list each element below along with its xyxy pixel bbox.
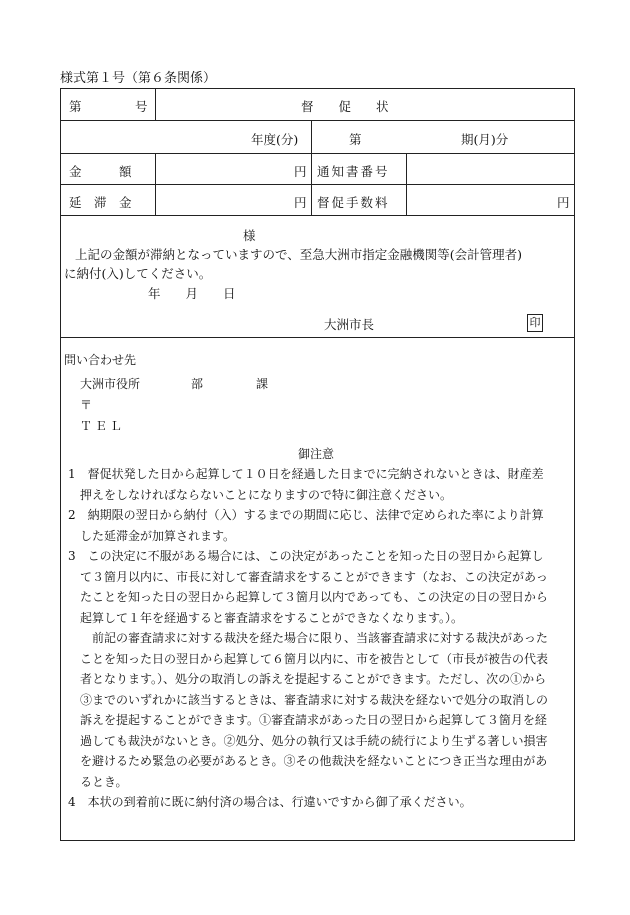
note-line: を避けるため緊急の必要があるとき。③その他裁決を経ないことにつき正当な理由があ bbox=[68, 754, 548, 768]
issuer-name: 大洲市長 bbox=[324, 317, 375, 332]
addressee-suffix: 様 bbox=[243, 228, 256, 243]
note-line: 過しても裁決がないとき。②処分、処分の執行又は手続の続行により生ずる著しい損害 bbox=[68, 733, 548, 748]
header-row bbox=[61, 89, 574, 121]
note-line: たことを知った日の翌日から起算して３箇月以内であっても、この決定の日の翌日から bbox=[68, 590, 548, 604]
late-fee-row bbox=[61, 185, 574, 216]
number-suffix: 号 bbox=[135, 99, 148, 114]
note-line: 者となります。）、処分の取消しの訴えを提起することができます。ただし、次の①から bbox=[68, 672, 547, 686]
notice-text-line2: に納付(入)してください。 bbox=[64, 266, 212, 281]
amount-row bbox=[61, 154, 574, 185]
notes-heading: 御注意 bbox=[298, 447, 335, 461]
note-line: 1 督促状発した日から起算して１０日を経過した日までに完納されないときは、財産差 bbox=[68, 467, 544, 481]
note-line: て３箇月以内に、市長に対して審査請求をすることができます（なお、この決定があっ bbox=[68, 569, 548, 584]
demand-notice-form bbox=[60, 88, 575, 841]
notes-list bbox=[68, 464, 570, 813]
amount-unit: 円 bbox=[294, 164, 307, 179]
amount-label: 金 額 bbox=[69, 164, 132, 179]
note-line: 押えをしなければならないことになりますので特に御注意ください。 bbox=[68, 487, 453, 502]
reminder-fee-unit: 円 bbox=[557, 195, 570, 210]
notice-date: 年 月 日 bbox=[148, 286, 236, 301]
form-caption: 様式第１号（第６条関係） bbox=[60, 71, 217, 86]
contact-dept: 部 bbox=[191, 377, 204, 391]
contact-office: 大洲市役所 bbox=[80, 377, 141, 391]
note-line: ことを知った日の翌日から起算して６箇月以内に、市を被告として（市長が被告の代表 bbox=[68, 651, 549, 666]
note-line: 3 この決定に不服がある場合には、この決定があったことを知った日の翌日から起算し bbox=[68, 549, 544, 563]
note-line: ③までのいずれかに該当するときは、審査請求に対する裁決を経ないで処分の取消しの bbox=[68, 692, 549, 707]
late-fee-unit: 円 bbox=[294, 195, 307, 210]
note-line: した延滞金が加算されます。 bbox=[68, 528, 236, 543]
note-line: 訴えを提起することができます。①審査請求があった日の翌日から起算して３箇月を経 bbox=[68, 713, 547, 727]
note-line: 前記の審査請求に対する裁決を経た場合に限り、当該審査請求に対する裁決があった bbox=[68, 631, 548, 645]
period-row bbox=[61, 121, 574, 154]
contact-heading: 問い合わせ先 bbox=[64, 353, 137, 367]
late-fee-label: 延 滞 金 bbox=[69, 195, 132, 210]
postal-mark: 〒 bbox=[80, 398, 93, 412]
note-line: るとき。 bbox=[68, 774, 128, 789]
contact-section-unit: 課 bbox=[256, 377, 269, 391]
reminder-fee-label: 督促手数料 bbox=[317, 195, 390, 210]
notice-section bbox=[61, 216, 574, 338]
form-title: 督 促 状 bbox=[301, 99, 389, 114]
period-suffix: 期(月)分 bbox=[461, 132, 509, 147]
note-line: 4 本状の到着前に既に納付済の場合は、行違いですから御了承ください。 bbox=[68, 795, 472, 809]
note-line: 起算して１年を経過すると審査請求をすることができなくなります。）。 bbox=[68, 610, 464, 625]
fiscal-year-label: 年度(分) bbox=[251, 132, 299, 147]
notice-text-line1: 上記の金額が滞納となっていますので、至急大洲市指定金融機関等(会計管理者) bbox=[75, 247, 523, 262]
contact-section bbox=[61, 338, 574, 438]
seal-mark: 印 bbox=[527, 314, 543, 332]
number-label: 第 bbox=[69, 99, 82, 114]
note-line: 2 納期限の翌日から納付（入）するまでの期間に応じ、法律で定められた率により計算 bbox=[68, 508, 544, 522]
notice-number-label: 通知書番号 bbox=[317, 164, 390, 179]
contact-tel: ＴＥＬ bbox=[80, 419, 126, 433]
period-prefix: 第 bbox=[349, 132, 362, 147]
